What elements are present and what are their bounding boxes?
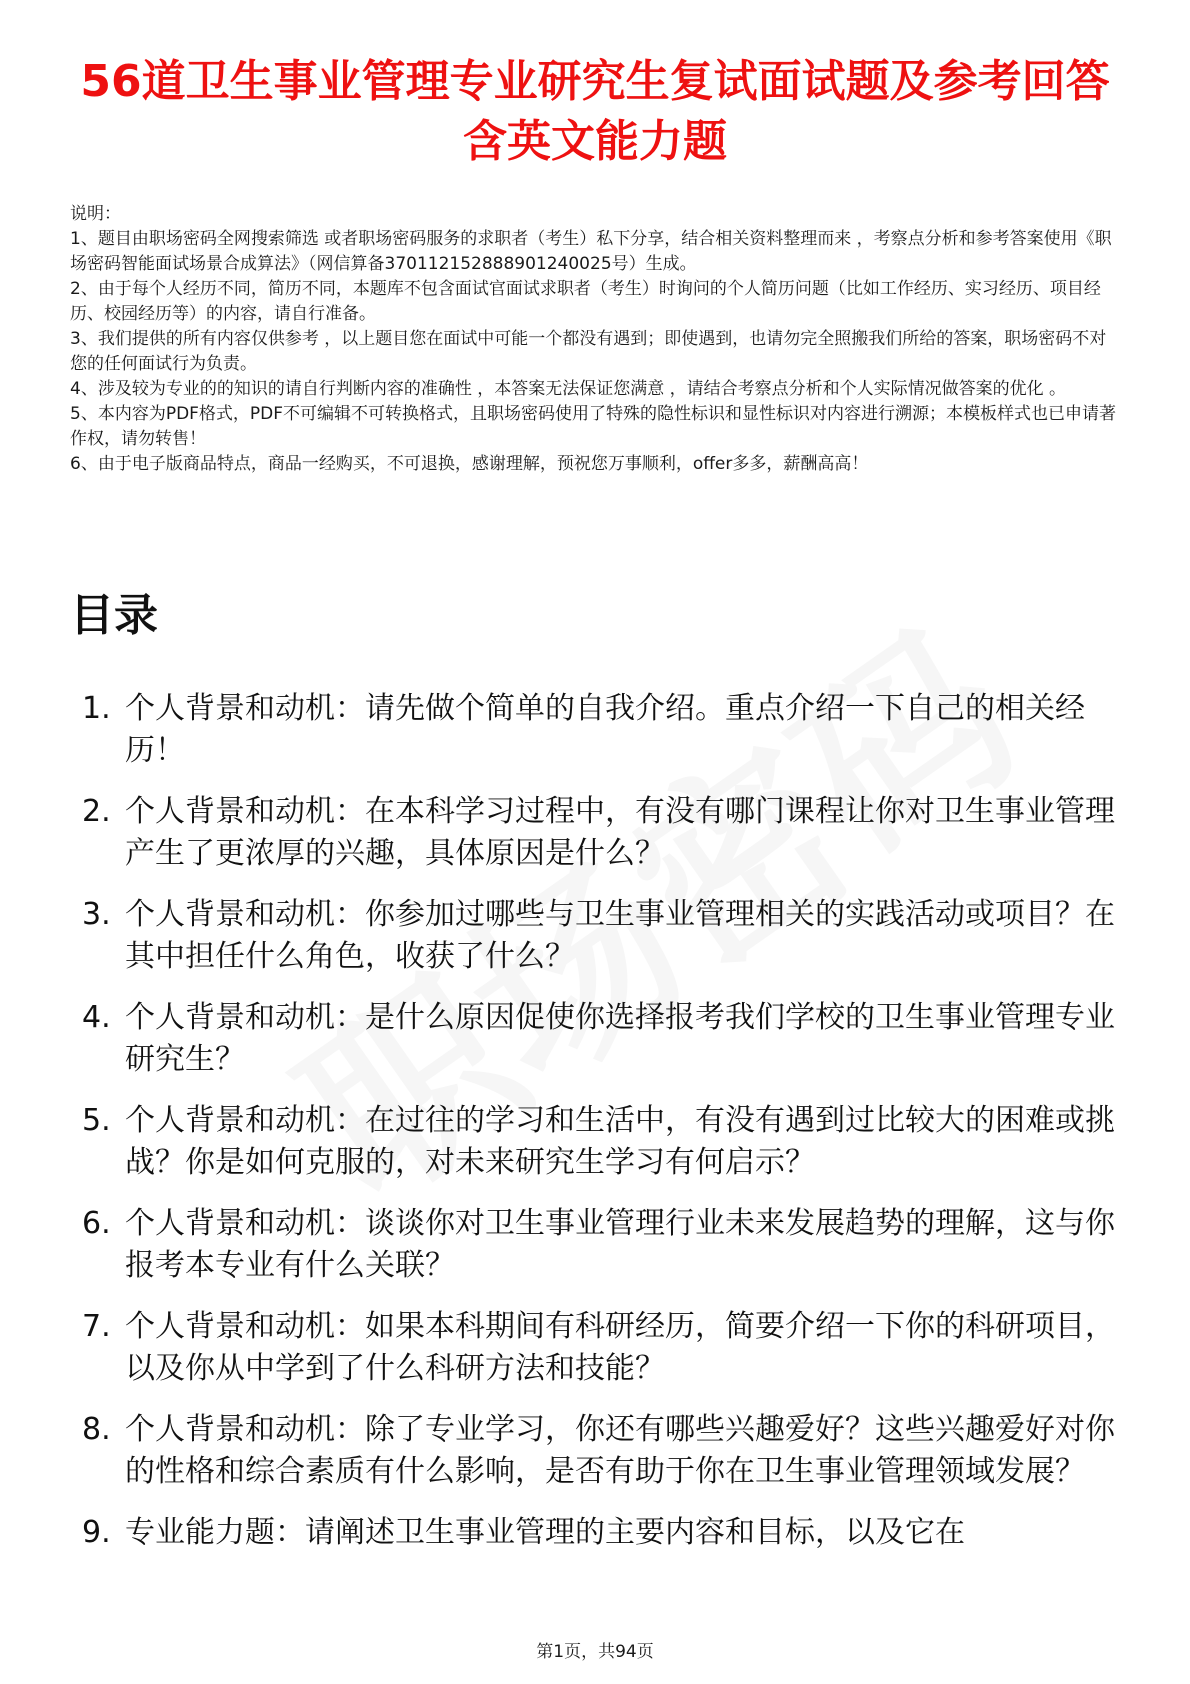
toc-item-text: 个人背景和动机：谈谈你对卫生事业管理行业未来发展趋势的理解，这与你报考本专业有什么关联？ xyxy=(125,1206,1115,1283)
notes-heading: 说明： xyxy=(70,204,121,224)
notes-item: 5、本内容为PDF格式，PDF不可编辑不可转换格式，且职场密码使用了特殊的隐性标识和显性标识对内容进行溯源；本模板样式也已申请著作权，请勿转售！ xyxy=(70,404,1117,449)
notes-item: 6、由于电子版商品特点，商品一经购买，不可退换，感谢理解，预祝您万事顺利，offer多多，薪酬高高！ xyxy=(70,454,869,474)
notes-item: 1、题目由职场密码全网搜索筛选 或者职场密码服务的求职者（考生）私下分享，结合相关资料整理而来 ，考察点分析和参考答案使用《职场密码智能面试场景合成算法》（网信算备370112152888901240025号）生成。 xyxy=(70,229,1112,274)
toc-list xyxy=(70,688,1130,1573)
toc-item-text: 个人背景和动机：如果本科期间有科研经历，简要介绍一下你的科研项目，以及你从中学到了什么科研方法和技能？ xyxy=(125,1309,1115,1386)
toc-item[interactable] xyxy=(70,1100,1130,1184)
toc-heading: 目录 xyxy=(70,590,158,641)
toc-item[interactable] xyxy=(70,1306,1130,1390)
notes-item: 2、由于每个人经历不同，简历不同，本题库不包含面试官面试求职者（考生）时询问的个人简历问题（比如工作经历、实习经历、项目经历、校园经历等）的内容，请自行准备。 xyxy=(70,279,1101,324)
toc-item-number: 4. xyxy=(82,1000,111,1035)
notes-item: 3、我们提供的所有内容仅供参考 ，以上题目您在面试中可能一个都没有遇到；即使遇到，也请勿完全照搬我们所给的答案，职场密码不对您的任何面试行为负责。 xyxy=(70,329,1107,374)
toc-item-text: 个人背景和动机：在本科学习过程中，有没有哪门课程让你对卫生事业管理产生了更浓厚的兴趣，具体原因是什么？ xyxy=(125,794,1115,871)
toc-item-text: 个人背景和动机：除了专业学习，你还有哪些兴趣爱好？这些兴趣爱好对你的性格和综合素质有什么影响，是否有助于你在卫生事业管理领域发展？ xyxy=(125,1412,1115,1489)
toc-item-text: 个人背景和动机：你参加过哪些与卫生事业管理相关的实践活动或项目？在其中担任什么角色，收获了什么？ xyxy=(125,897,1115,974)
toc-item-text: 个人背景和动机：请先做个简单的自我介绍。重点介绍一下自己的相关经历！ xyxy=(125,691,1085,768)
toc-item[interactable] xyxy=(70,1409,1130,1493)
toc-item[interactable] xyxy=(70,791,1130,875)
toc-item-number: 9. xyxy=(82,1515,111,1550)
toc-item-number: 1. xyxy=(82,691,111,726)
toc-item-text: 专业能力题：请阐述卫生事业管理的主要内容和目标，以及它在 xyxy=(125,1515,965,1550)
toc-item-text: 个人背景和动机：在过往的学习和生活中，有没有遇到过比较大的困难或挑战？你是如何克服的，对未来研究生学习有何启示？ xyxy=(125,1103,1115,1180)
toc-item[interactable] xyxy=(70,1512,1130,1554)
toc-item[interactable] xyxy=(70,688,1130,772)
toc-item-number: 5. xyxy=(82,1103,111,1138)
notes-item: 4、涉及较为专业的的知识的请自行判断内容的准确性 ，本答案无法保证您满意 ，请结合考察点分析和个人实际情况做答案的优化 。 xyxy=(70,379,1067,399)
notes-section xyxy=(70,202,1120,477)
toc-item-number: 6. xyxy=(82,1206,111,1241)
page-footer: 第1页，共94页 xyxy=(536,1642,654,1662)
toc-item-number: 7. xyxy=(82,1309,111,1344)
toc-item-number: 3. xyxy=(82,897,111,932)
document-title: 56道卫生事业管理专业研究生复试面试题及参考回答含英文能力题 xyxy=(80,56,1110,167)
toc-item[interactable] xyxy=(70,894,1130,978)
toc-item[interactable] xyxy=(70,1203,1130,1287)
toc-item-text: 个人背景和动机：是什么原因促使你选择报考我们学校的卫生事业管理专业研究生？ xyxy=(125,1000,1115,1077)
toc-item-number: 8. xyxy=(82,1412,111,1447)
toc-item[interactable] xyxy=(70,997,1130,1081)
toc-item-number: 2. xyxy=(82,794,111,829)
